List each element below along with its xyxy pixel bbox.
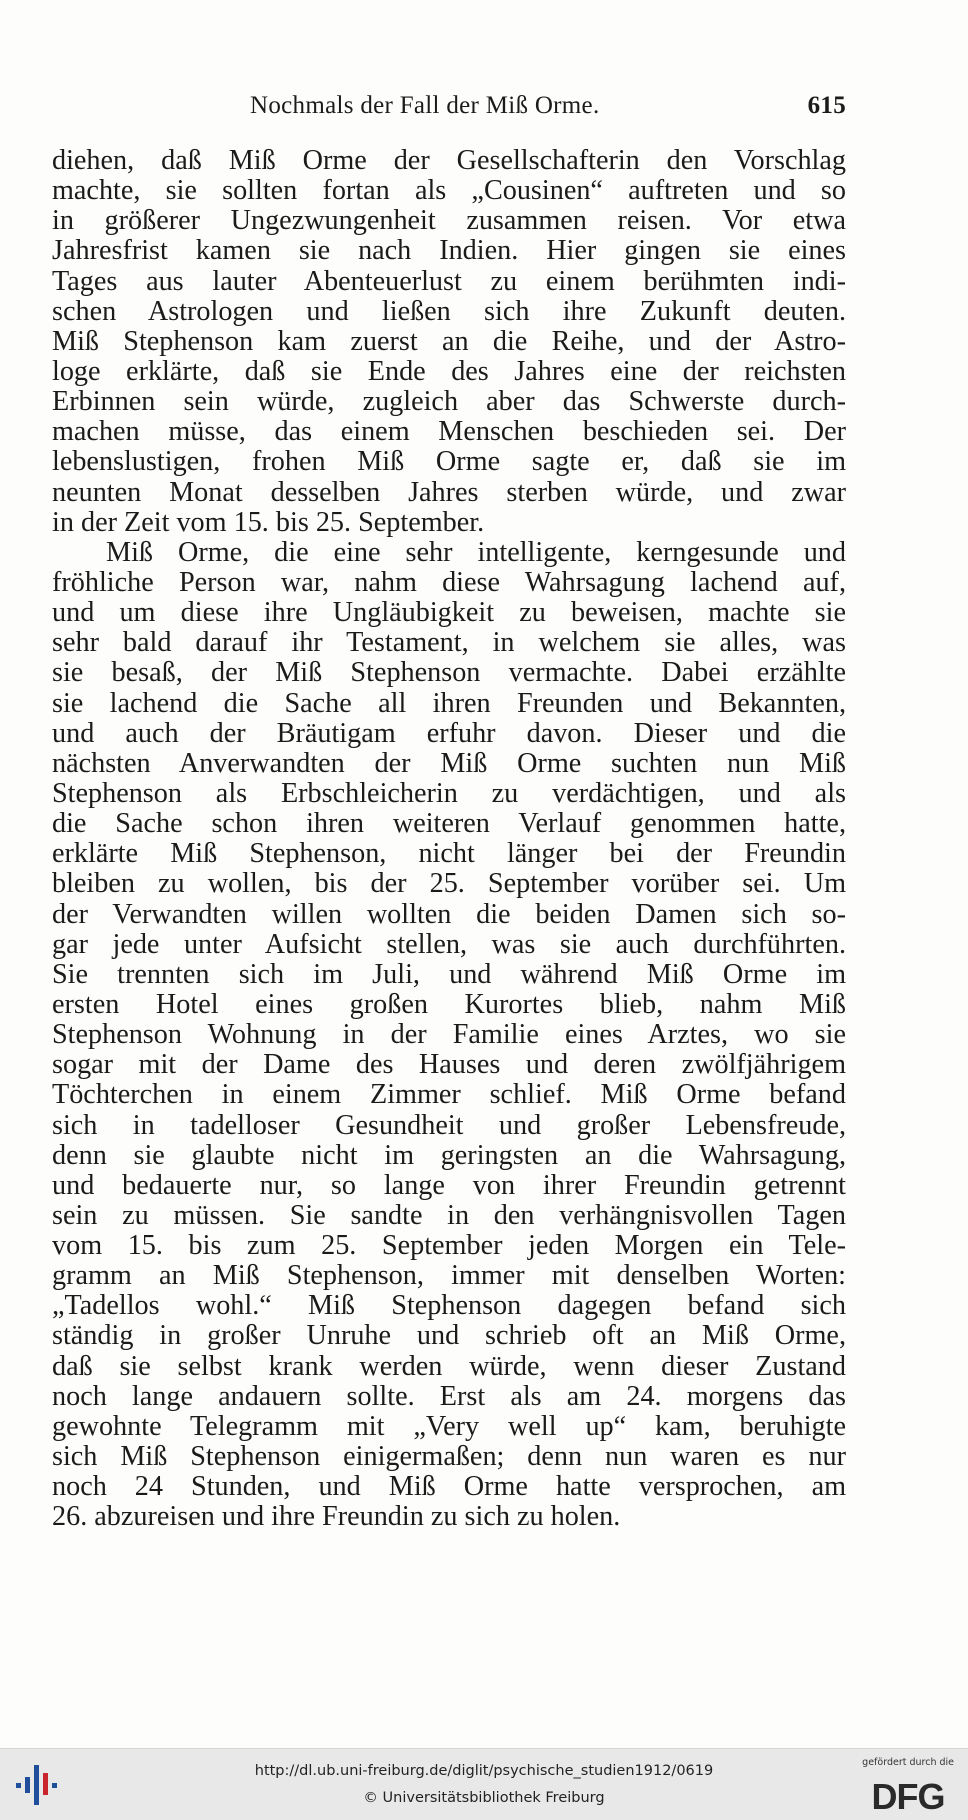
text-line: gramm an Miß Stephenson, immer mit denselben Worten: — [52, 1261, 846, 1292]
text-line: daß sie selbst krank werden würde, wenn dieser Zustand — [52, 1351, 846, 1382]
text-line: Töchterchen in einem Zimmer schlief. Miß Orme befand — [52, 1080, 846, 1111]
text-line: sehr bald darauf ihr Testament, in welchem sie alles, was — [52, 628, 846, 659]
sponsor-caption: gefördert durch die — [862, 1757, 954, 1768]
text-line-paragraph-end: in der Zeit vom 15. bis 25. September. — [52, 507, 485, 538]
text-line: Miß Stephenson kam zuerst an die Reihe, und der Astro- — [52, 326, 846, 357]
svg-text:DFG: DFG — [871, 1776, 945, 1815]
text-line: Jahresfrist kamen sie nach Indien. Hier gingen sie eines — [52, 236, 846, 267]
text-line: gar jede unter Aufsicht stellen, was sie auch durchführten. — [52, 929, 846, 960]
text-line: diehen, daß Miß Orme der Gesellschafterin den Vorschlag — [52, 146, 846, 176]
body-text — [52, 146, 846, 1532]
text-line: sich Miß Stephenson einigermaßen; denn nun waren es nur — [52, 1442, 846, 1473]
text-line: „Tadellos wohl.“ Miß Stephenson dagegen befand sich — [52, 1291, 846, 1322]
text-line: und um diese ihre Ungläubigkeit zu beweisen, machte sie — [52, 598, 846, 629]
text-line: machen müsse, das einem Menschen beschieden sei. Der — [52, 417, 846, 448]
permalink-url[interactable]: http://dl.ub.uni-freiburg.de/diglit/psychische_studien1912/0619 — [254, 1763, 714, 1779]
text-line: fröhliche Person war, nahm diese Wahrsagung lachend auf, — [52, 567, 846, 598]
text-line: neunten Monat desselben Jahres sterben würde, und zwar — [52, 477, 846, 508]
text-line: sogar mit der Dame des Hauses und deren zwölfjährigem — [52, 1050, 846, 1081]
text-line: lebenslustigen, frohen Miß Orme sagte er, daß sie im — [52, 447, 846, 478]
text-line: ersten Hotel eines großen Kurortes blieb, nahm Miß — [52, 989, 846, 1020]
text-line: noch 24 Stunden, und Miß Orme hatte versprochen, am — [52, 1472, 846, 1503]
text-line: Sie trennten sich im Juli, und während Miß Orme im — [52, 959, 846, 990]
text-line: erklärte Miß Stephenson, nicht länger bei der Freundin — [52, 839, 846, 870]
text-line: bleiben zu wollen, bis der 25. September vorüber sei. Um — [52, 869, 846, 900]
text-line: Stephenson Wohnung in der Familie eines Arztes, wo sie — [52, 1020, 846, 1051]
text-line-paragraph-start: Miß Orme, die eine sehr intelligente, kerngesunde und — [106, 537, 846, 568]
text-line: sie besaß, der Miß Stephenson vermachte. Dabei erzählte — [52, 658, 846, 689]
dfg-logo — [860, 1757, 956, 1815]
text-line: sich in tadelloser Gesundheit und großer Lebensfreude, — [52, 1110, 846, 1141]
text-line: gewohnte Telegramm mit „Very well up“ kam, beruhigte — [52, 1411, 846, 1442]
running-head-title: Nochmals der Fall der Miß Orme. — [250, 92, 600, 119]
text-line: der Verwandten willen wollten die beiden Damen sich so- — [52, 899, 846, 930]
text-line: ständig in großer Unruhe und schrieb oft an Miß Orme, — [52, 1321, 846, 1352]
text-line: Erbinnen sein würde, zugleich aber das Schwerste durch- — [52, 387, 846, 418]
text-line: Stephenson als Erbschleicherin zu verdächtigen, und als — [52, 778, 846, 809]
text-line: loge erklärte, daß sie Ende des Jahres eine der reichsten — [52, 356, 846, 387]
dfg-wordmark-icon — [860, 1757, 956, 1815]
running-head — [52, 92, 846, 128]
copyright-notice: © Universitätsbibliothek Freiburg — [363, 1790, 605, 1806]
text-line: Tages aus lauter Abenteuerlust zu einem berühmten indi- — [52, 266, 846, 297]
text-line: machte, sie sollten fortan als „Cousinen“ auftreten und so — [52, 176, 846, 207]
text-line: denn sie glaubte nicht im geringsten an die Wahrsagung, — [52, 1140, 846, 1171]
page-number: 615 — [807, 92, 846, 119]
text-line: vom 15. bis zum 25. September jeden Morgen ein Tele- — [52, 1231, 846, 1262]
text-line: und auch der Bräutigam erfuhr davon. Dieser und die — [52, 718, 846, 749]
text-line: und bedauerte nur, so lange von ihrer Freundin getrennt — [52, 1170, 846, 1201]
text-line: nächsten Anverwandten der Miß Orme suchten nun Miß — [52, 748, 846, 779]
viewer-footer — [0, 1748, 968, 1820]
text-line: sein zu müssen. Sie sandte in den verhängnisvollen Tagen — [52, 1200, 846, 1231]
text-line-paragraph-end: 26. abzureisen und ihre Freundin zu sich zu holen. — [52, 1502, 621, 1533]
text-line: die Sache schon ihren weiteren Verlauf genommen hatte, — [52, 809, 846, 840]
text-line: noch lange andauern sollte. Erst als am 24. morgens das — [52, 1381, 846, 1412]
text-line: schen Astrologen und ließen sich ihre Zukunft deuten. — [52, 296, 846, 327]
text-line: in größerer Ungezwungenheit zusammen reisen. Vor etwa — [52, 206, 846, 237]
text-line: sie lachend die Sache all ihren Freunden und Bekannten, — [52, 688, 846, 719]
